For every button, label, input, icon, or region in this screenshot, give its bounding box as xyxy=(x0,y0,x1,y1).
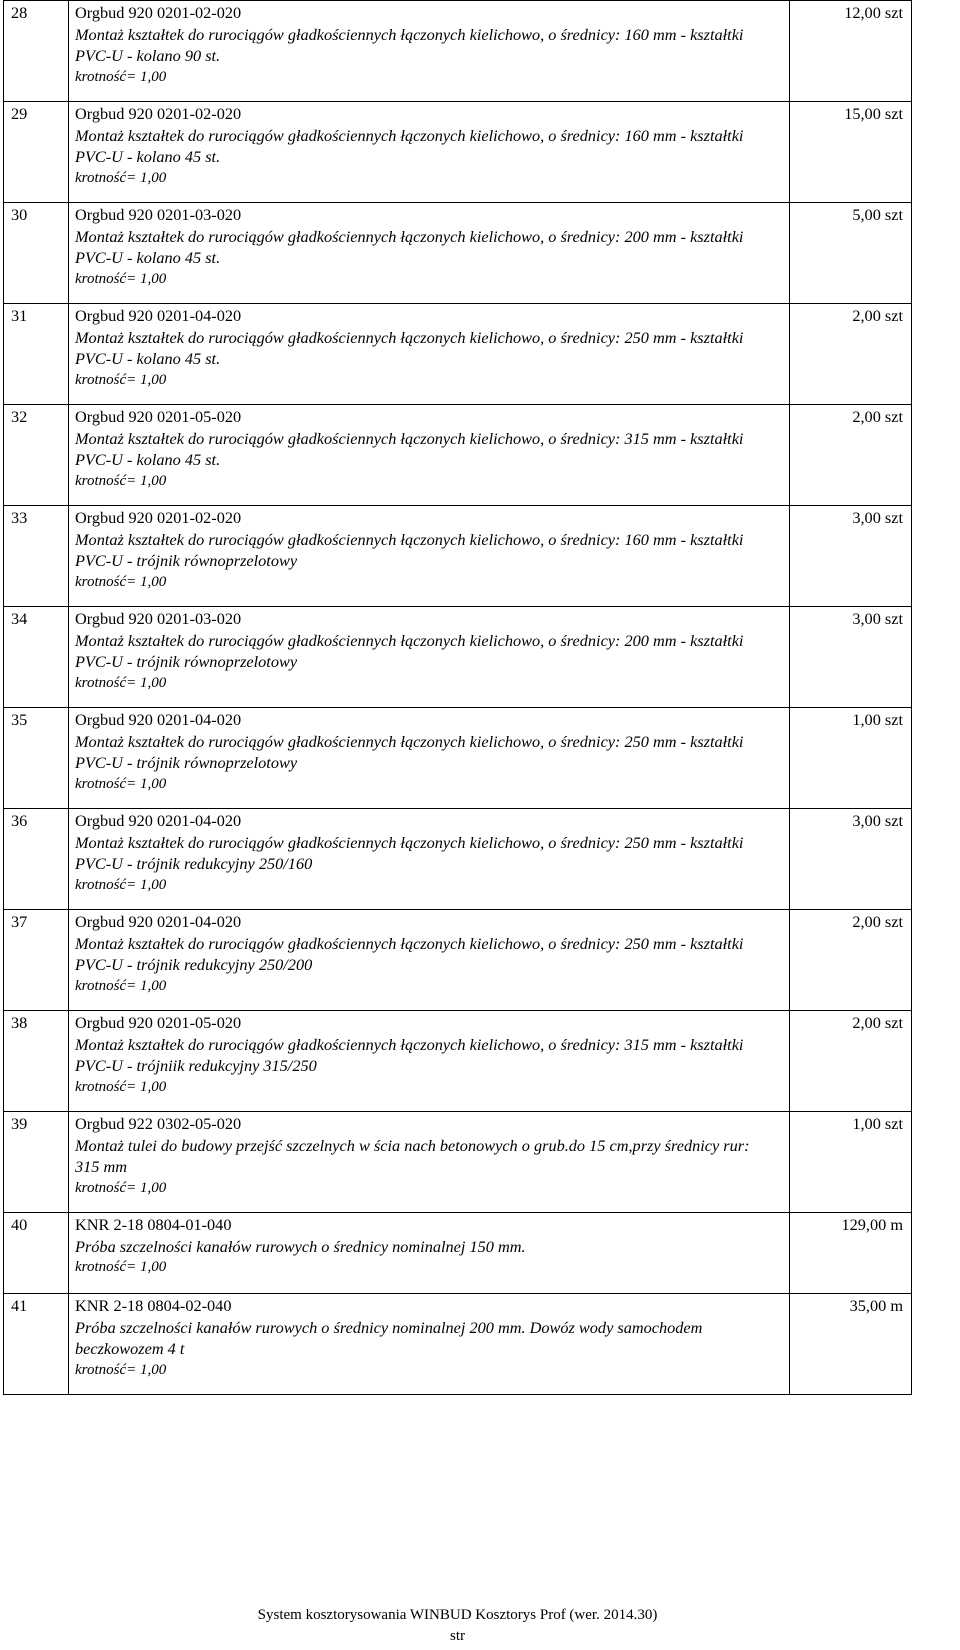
work-description: Montaż kształtek do rurociągów gładkościennych łączonych kielichowo, o średnicy: 315 mm - kształtki PVC-U - kolano 45 st. xyxy=(75,428,744,469)
row-description xyxy=(69,102,790,203)
catalog-code: Orgbud 920 0201-05-020 xyxy=(75,1013,242,1032)
row-quantity: 1,00 szt xyxy=(790,1112,912,1213)
work-description: Montaż kształtek do rurociągów gładkościennych łączonych kielichowo, o średnicy: 250 mm - kształtki PVC-U - kolano 45 st. xyxy=(75,327,744,368)
catalog-code: Orgbud 920 0201-04-020 xyxy=(75,710,242,729)
table-row xyxy=(4,304,912,405)
multiplier: krotność= 1,00 xyxy=(75,775,167,792)
row-number: 29 xyxy=(4,102,69,203)
row-quantity: 3,00 szt xyxy=(790,607,912,708)
work-description: Montaż tulei do budowy przejść szczelnych w ścia nach betonowych o grub.do 15 cm,przy średnicy rur: 315 mm xyxy=(75,1135,750,1176)
row-quantity: 3,00 szt xyxy=(790,506,912,607)
multiplier: krotność= 1,00 xyxy=(75,1078,167,1095)
row-description xyxy=(69,1112,790,1213)
row-number: 33 xyxy=(4,506,69,607)
table-row xyxy=(4,1294,912,1395)
row-number: 41 xyxy=(4,1294,69,1395)
multiplier: krotność= 1,00 xyxy=(75,573,167,590)
catalog-code: KNR 2-18 0804-01-040 xyxy=(75,1215,232,1234)
row-quantity: 2,00 szt xyxy=(790,1011,912,1112)
table-row xyxy=(4,708,912,809)
catalog-code: Orgbud 920 0201-02-020 xyxy=(75,508,242,527)
catalog-code: Orgbud 922 0302-05-020 xyxy=(75,1114,242,1133)
row-number: 37 xyxy=(4,910,69,1011)
row-number: 30 xyxy=(4,203,69,304)
catalog-code: Orgbud 920 0201-02-020 xyxy=(75,3,242,22)
work-description: Próba szczelności kanałów rurowych o średnicy nominalnej 150 mm. xyxy=(75,1236,526,1256)
row-quantity: 1,00 szt xyxy=(790,708,912,809)
row-description xyxy=(69,809,790,910)
catalog-code: Orgbud 920 0201-03-020 xyxy=(75,205,242,224)
multiplier: krotność= 1,00 xyxy=(75,270,167,287)
row-number: 39 xyxy=(4,1112,69,1213)
row-description xyxy=(69,1213,790,1294)
row-number: 34 xyxy=(4,607,69,708)
row-number: 36 xyxy=(4,809,69,910)
table-row xyxy=(4,102,912,203)
row-description xyxy=(69,1,790,102)
catalog-code: Orgbud 920 0201-05-020 xyxy=(75,407,242,426)
work-description: Montaż kształtek do rurociągów gładkościennych łączonych kielichowo, o średnicy: 250 mm - kształtki PVC-U - trójnik redukcyjny 250/200 xyxy=(75,933,744,974)
row-number: 38 xyxy=(4,1011,69,1112)
work-description: Montaż kształtek do rurociągów gładkościennych łączonych kielichowo, o średnicy: 160 mm - kształtki PVC-U - trójnik równoprzelotowy xyxy=(75,529,744,570)
row-number: 28 xyxy=(4,1,69,102)
row-description xyxy=(69,607,790,708)
multiplier: krotność= 1,00 xyxy=(75,876,167,893)
row-description xyxy=(69,708,790,809)
row-description xyxy=(69,304,790,405)
table-row xyxy=(4,203,912,304)
table-row xyxy=(4,1213,912,1294)
work-description: Montaż kształtek do rurociągów gładkościennych łączonych kielichowo, o średnicy: 200 mm - kształtki PVC-U - kolano 45 st. xyxy=(75,226,744,267)
catalog-code: Orgbud 920 0201-04-020 xyxy=(75,306,242,325)
table-row xyxy=(4,910,912,1011)
multiplier: krotność= 1,00 xyxy=(75,371,167,388)
row-number: 35 xyxy=(4,708,69,809)
row-description xyxy=(69,405,790,506)
work-description: Montaż kształtek do rurociągów gładkościennych łączonych kielichowo, o średnicy: 250 mm - kształtki PVC-U - trójnik równoprzelotowy xyxy=(75,731,744,772)
multiplier: krotność= 1,00 xyxy=(75,977,167,994)
table-row xyxy=(4,405,912,506)
table-row xyxy=(4,1112,912,1213)
multiplier: krotność= 1,00 xyxy=(75,68,167,85)
row-quantity: 129,00 m xyxy=(790,1213,912,1294)
row-number: 40 xyxy=(4,1213,69,1294)
row-quantity: 35,00 m xyxy=(790,1294,912,1395)
row-quantity: 3,00 szt xyxy=(790,809,912,910)
multiplier: krotność= 1,00 xyxy=(75,169,167,186)
table-row xyxy=(4,1011,912,1112)
row-quantity: 12,00 szt xyxy=(790,1,912,102)
row-description xyxy=(69,506,790,607)
row-number: 31 xyxy=(4,304,69,405)
catalog-code: Orgbud 920 0201-03-020 xyxy=(75,609,242,628)
catalog-code: KNR 2-18 0804-02-040 xyxy=(75,1296,232,1315)
table-row xyxy=(4,607,912,708)
row-description xyxy=(69,1294,790,1395)
work-description: Montaż kształtek do rurociągów gładkościennych łączonych kielichowo, o średnicy: 250 mm - kształtki PVC-U - trójnik redukcyjny 250/160 xyxy=(75,832,744,873)
row-quantity: 5,00 szt xyxy=(790,203,912,304)
table-row xyxy=(4,1,912,102)
table-row xyxy=(4,809,912,910)
catalog-code: Orgbud 920 0201-02-020 xyxy=(75,104,242,123)
table-row xyxy=(4,506,912,607)
footer-software: System kosztorysowania WINBUD Kosztorys Prof (wer. 2014.30) xyxy=(257,1607,658,1623)
multiplier: krotność= 1,00 xyxy=(75,472,167,489)
row-description xyxy=(69,1011,790,1112)
row-description xyxy=(69,910,790,1011)
multiplier: krotność= 1,00 xyxy=(75,674,167,691)
footer-page-label: str xyxy=(450,1628,465,1644)
work-description: Montaż kształtek do rurociągów gładkościennych łączonych kielichowo, o średnicy: 160 mm - kształtki PVC-U - kolano 45 st. xyxy=(75,125,744,166)
row-quantity: 2,00 szt xyxy=(790,910,912,1011)
work-description: Montaż kształtek do rurociągów gładkościennych łączonych kielichowo, o średnicy: 160 mm - kształtki PVC-U - kolano 90 st. xyxy=(75,24,744,65)
catalog-code: Orgbud 920 0201-04-020 xyxy=(75,811,242,830)
cost-estimate-body xyxy=(4,1,912,1395)
row-number: 32 xyxy=(4,405,69,506)
multiplier: krotność= 1,00 xyxy=(75,1361,167,1378)
work-description: Montaż kształtek do rurociągów gładkościennych łączonych kielichowo, o średnicy: 315 mm - kształtki PVC-U - trójniik redukcyjny 315/250 xyxy=(75,1034,744,1075)
multiplier: krotność= 1,00 xyxy=(75,1259,167,1275)
row-quantity: 2,00 szt xyxy=(790,405,912,506)
catalog-code: Orgbud 920 0201-04-020 xyxy=(75,912,242,931)
work-description: Montaż kształtek do rurociągów gładkościennych łączonych kielichowo, o średnicy: 200 mm - kształtki PVC-U - trójnik równoprzelotowy xyxy=(75,630,744,671)
row-quantity: 2,00 szt xyxy=(790,304,912,405)
row-quantity: 15,00 szt xyxy=(790,102,912,203)
row-description xyxy=(69,203,790,304)
work-description: Próba szczelności kanałów rurowych o średnicy nominalnej 200 mm. Dowóz wody samochodem beczkowozem 4 t xyxy=(75,1317,703,1358)
cost-estimate-table xyxy=(3,0,912,1395)
multiplier: krotność= 1,00 xyxy=(75,1179,167,1196)
